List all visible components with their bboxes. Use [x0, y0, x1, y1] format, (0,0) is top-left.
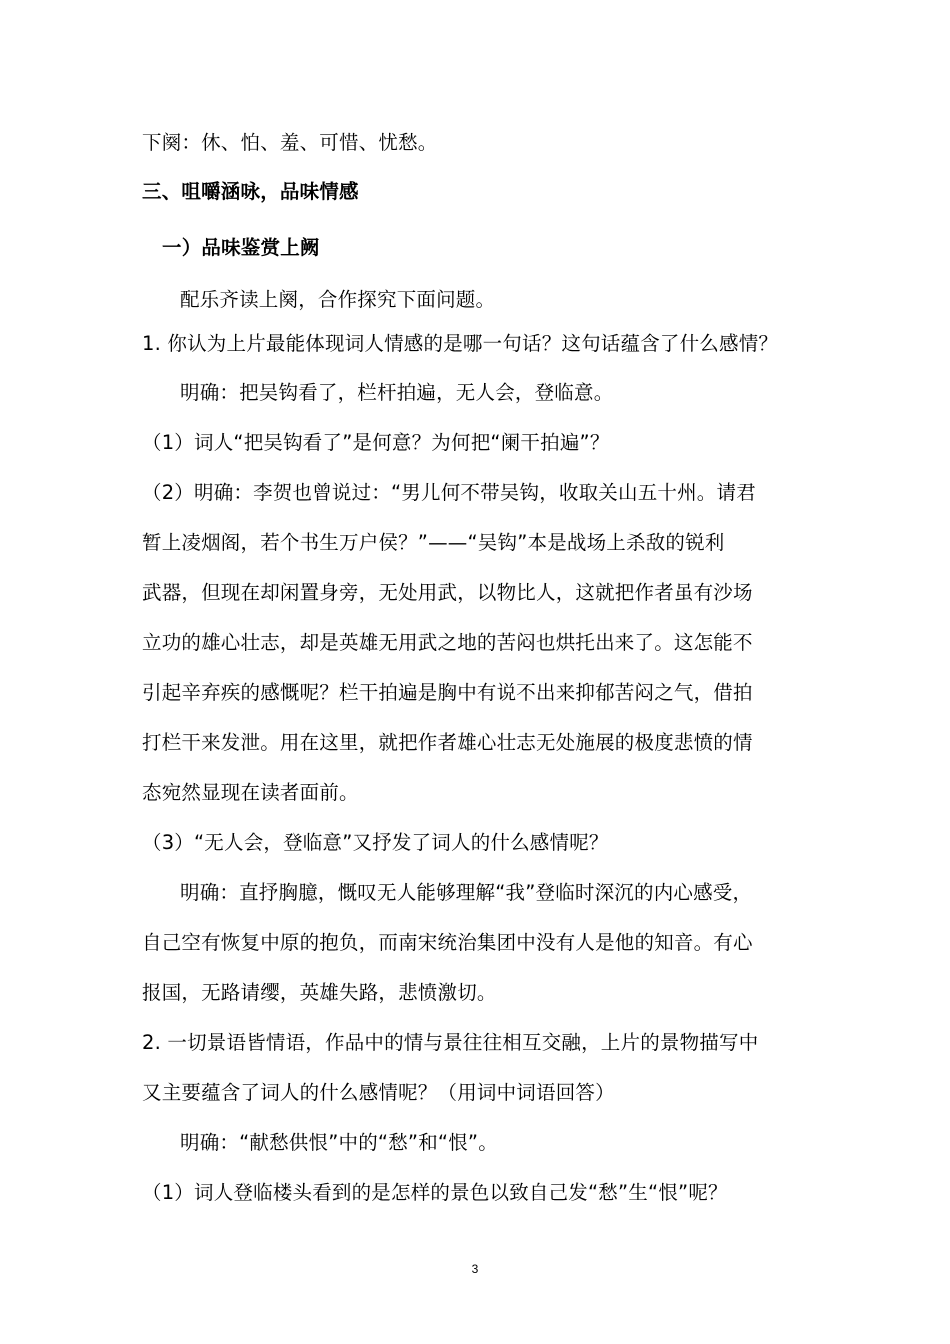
sub-answer-2: （2）明确：李贺也曾说过：“男儿何不带吴钩，收取关山五十州。请君: [142, 481, 756, 504]
paragraph-line: 又主要蕴含了词人的什么感情呢？（用词中词语回答）: [142, 1081, 615, 1104]
answer-line: 明确：把吴钩看了，栏杆拍遍，无人会，登临意。: [180, 381, 614, 404]
page-number: 3: [471, 1262, 479, 1276]
paragraph-line: 武器，但现在却闲置身旁，无处用武，以物比人，这就把作者虽有沙场: [142, 581, 753, 604]
paragraph-line: 配乐齐读上阕，合作探究下面问题。: [180, 288, 496, 311]
sub-question-1: （1）词人“把吴钩看了”是何意？为何把“阑干拍遍”？: [142, 431, 610, 454]
paragraph-line: 打栏干来发泄。用在这里，就把作者雄心壮志无处施展的极度悲愤的情: [142, 731, 753, 754]
sub-question-1b: （1）词人登临楼头看到的是怎样的景色以致自己发“愁”生“恨”呢？: [142, 1181, 728, 1204]
text-line-xiaque: 下阕：休、怕、羞、可惜、忧愁。: [142, 131, 438, 154]
answer-line: 明确：“献愁供恨”中的“愁”和“恨”。: [180, 1131, 498, 1154]
sub-question-3: （3）“无人会，登临意”又抒发了词人的什么感情呢？: [142, 831, 609, 854]
paragraph-line: 报国，无路请缨，英雄失路，悲愤激切。: [142, 981, 497, 1004]
question-1: 1. 你认为上片最能体现词人情感的是哪一句话？这句话蕴含了什么感情？: [142, 332, 779, 355]
subsection-heading-1: 一）品味鉴赏上阙: [162, 236, 320, 259]
question-2: 2. 一切景语皆情语，作品中的情与景往往相互交融，上片的景物描写中: [142, 1031, 759, 1054]
paragraph-line: 自己空有恢复中原的抱负，而南宋统治集团中没有人是他的知音。有心: [142, 931, 753, 954]
paragraph-line: 立功的雄心壮志，却是英雄无用武之地的苦闷也烘托出来了。这怎能不: [142, 631, 753, 654]
paragraph-line: 暂上凌烟阁，若个书生万户侯？”——“吴钩”本是战场上杀敌的锐利: [142, 531, 725, 554]
answer-line: 明确：直抒胸臆，慨叹无人能够理解“我”登临时深沉的内心感受，: [180, 881, 753, 904]
paragraph-line: 引起辛弃疾的感慨呢？栏干拍遍是胸中有说不出来抑郁苦闷之气，借拍: [142, 681, 753, 704]
section-heading-3: 三、咀嚼涵咏，品味情感: [142, 180, 359, 203]
paragraph-line: 态宛然显现在读者面前。: [142, 781, 359, 804]
